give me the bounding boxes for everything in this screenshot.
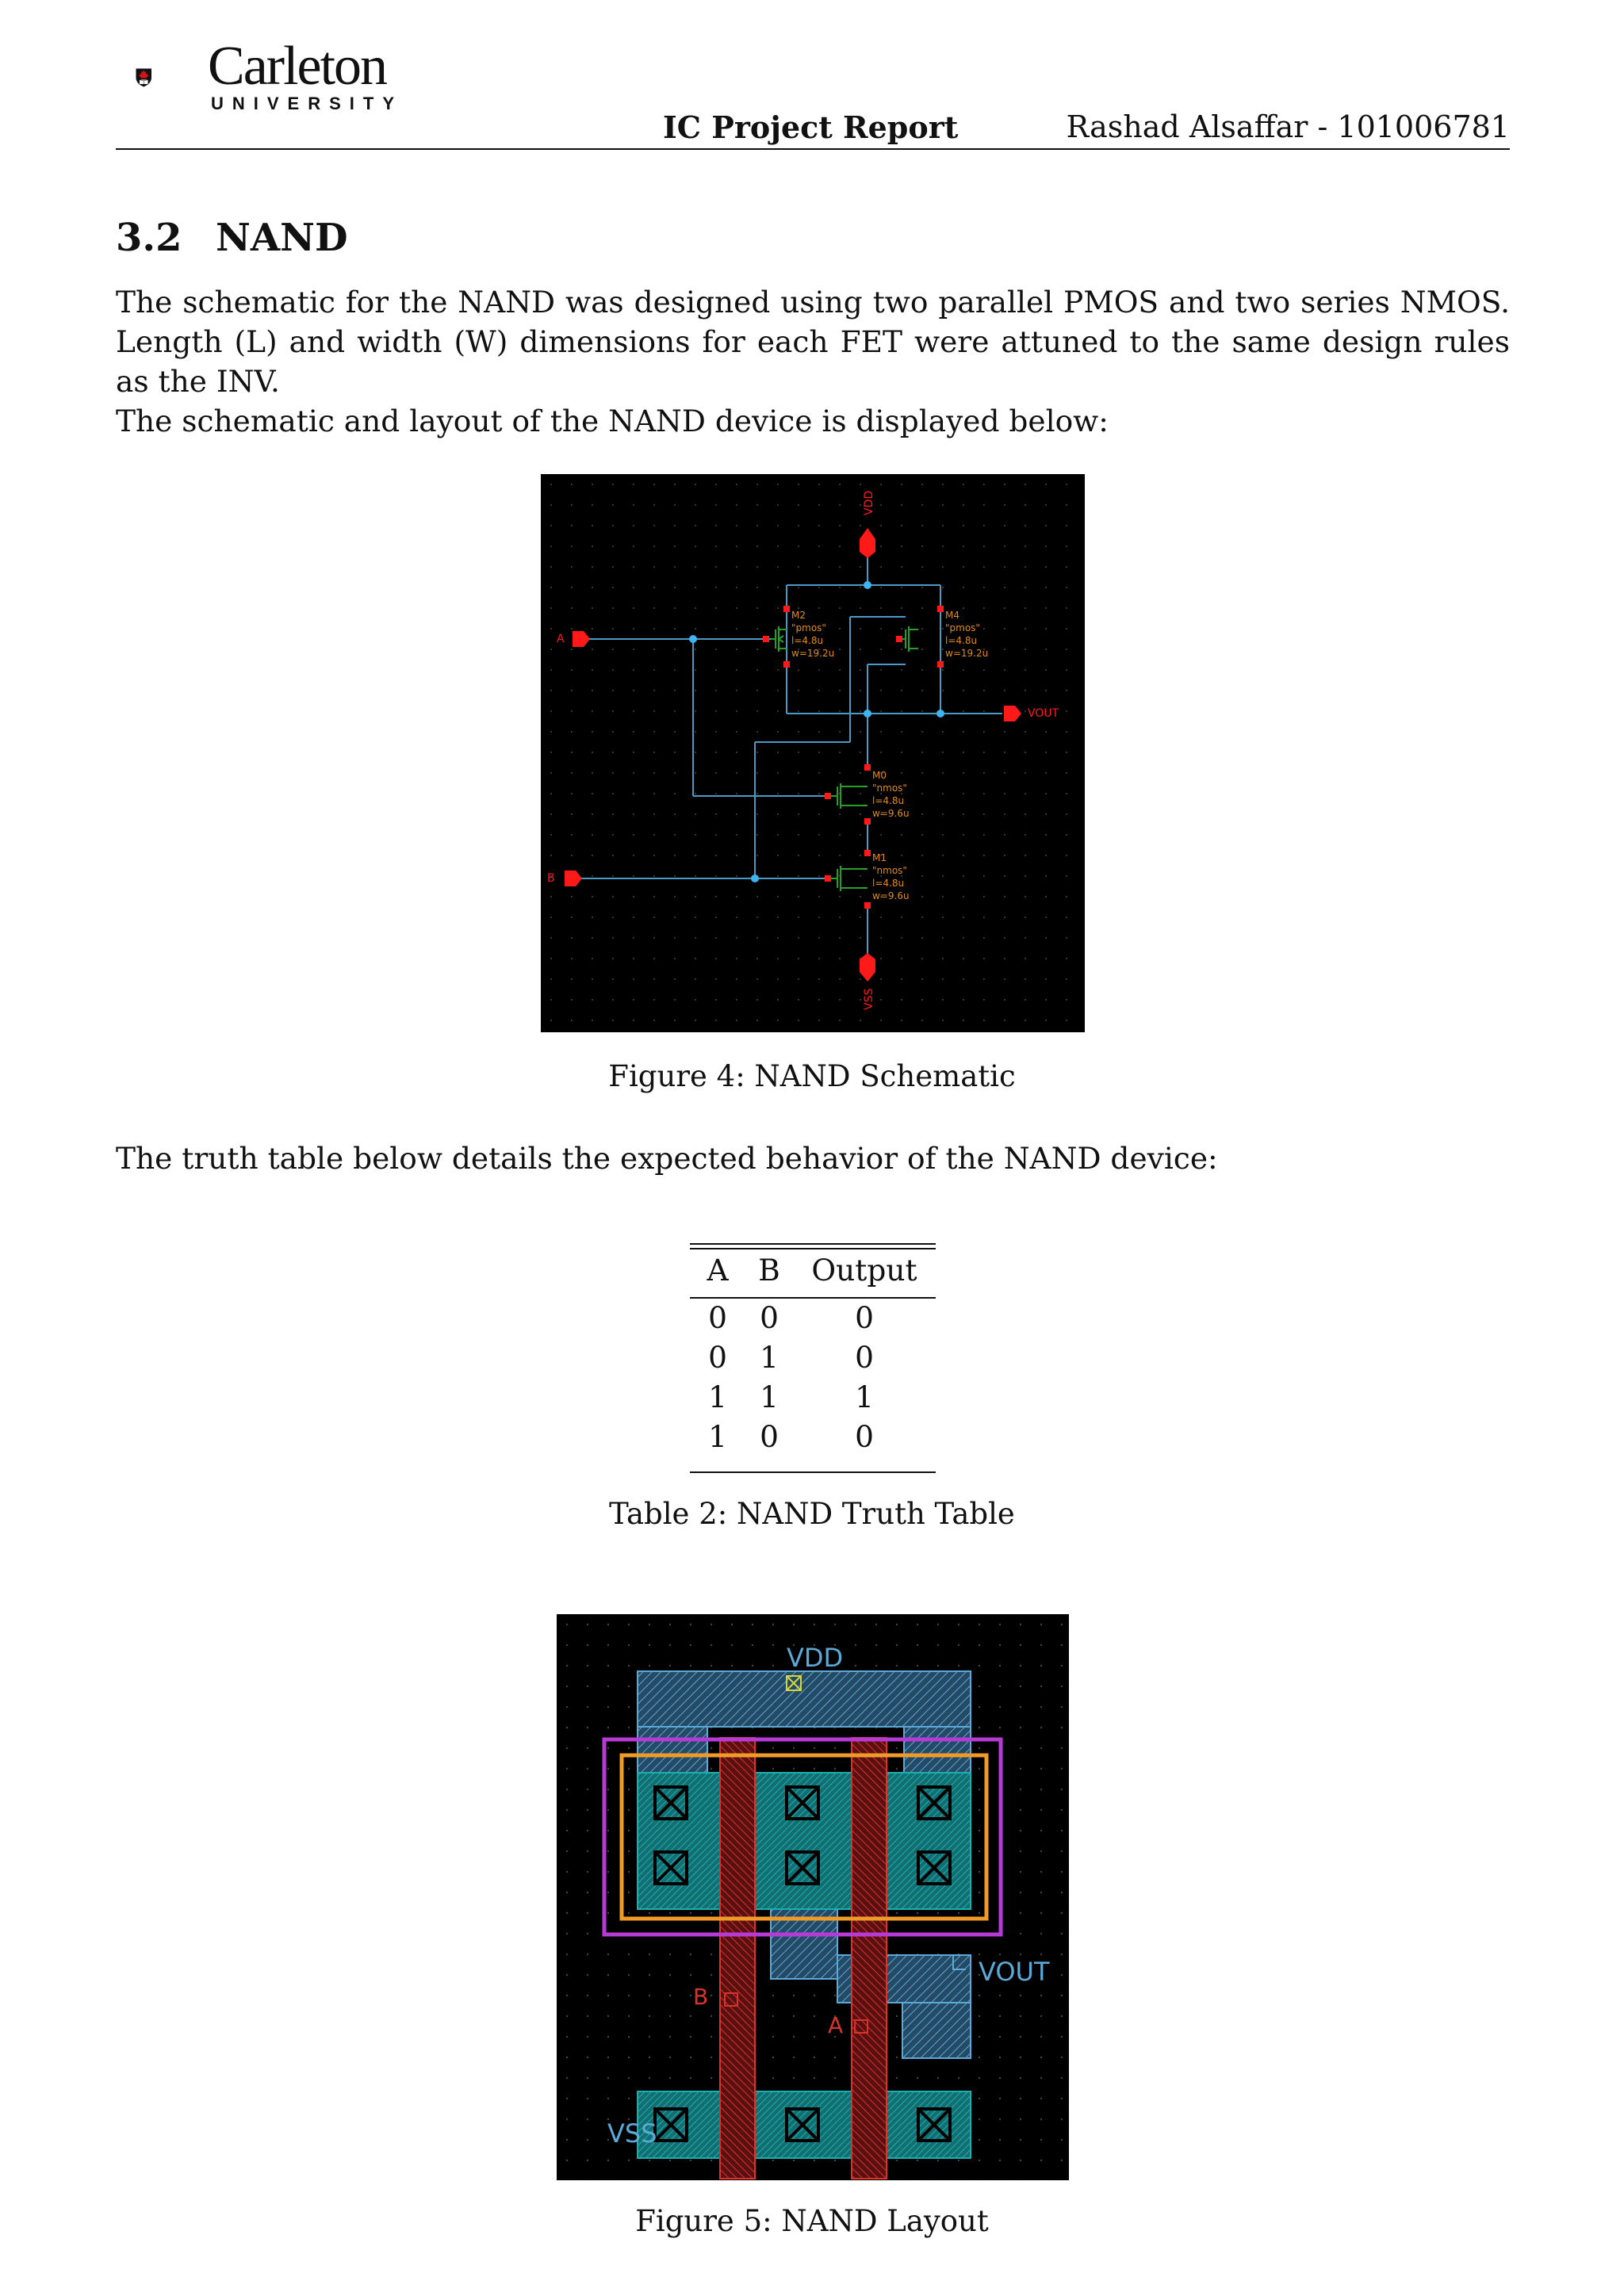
table2-caption: Table 2: NAND Truth Table <box>609 1497 1015 1531</box>
paragraph-display: The schematic and layout of the NAND device is displayed below: <box>116 404 1109 438</box>
table-mid-rule <box>690 1297 936 1299</box>
cell: 0 <box>708 1340 727 1375</box>
cell: 0 <box>855 1419 874 1454</box>
header-output: Output <box>811 1253 917 1288</box>
m2-width: w=19.2u <box>791 648 835 659</box>
m0-name: M0 <box>872 770 887 781</box>
paragraph-intro: The schematic for the NAND was designed using two parallel PMOS and two series NMOS. Length (L) and width (W) dimensions for each FET were attuned to the same design rules as the INV. <box>116 285 1510 399</box>
table-header-row <box>690 1253 936 1292</box>
vss-label: VSS <box>863 988 875 1010</box>
m2-model: "pmos" <box>791 622 826 633</box>
nand-layout <box>557 1614 1069 2180</box>
cell: 0 <box>760 1419 779 1454</box>
m2-name: M2 <box>791 610 806 621</box>
layout-vout-label: VOUT <box>979 1957 1050 1987</box>
header-a: A <box>707 1253 729 1288</box>
m0-length: l=4.8u <box>872 795 905 806</box>
table-row <box>690 1300 936 1340</box>
m2-length: l=4.8u <box>791 635 824 646</box>
m1-length: l=4.8u <box>872 878 905 889</box>
paragraph-truth-table: The truth table below details the expected behavior of the NAND device: <box>116 1141 1218 1176</box>
table-top-rule <box>690 1243 936 1245</box>
m4-length: l=4.8u <box>945 635 978 646</box>
m4-width: w=19.2u <box>945 648 989 659</box>
cell: 0 <box>855 1340 874 1375</box>
carleton-logo <box>135 38 206 117</box>
running-header-author: Rashad Alsaffar - 101006781 <box>1066 109 1510 144</box>
m1-name: M1 <box>872 852 887 863</box>
nand-schematic <box>541 474 1085 1032</box>
m4-model: "pmos" <box>945 622 980 633</box>
table-row <box>690 1419 936 1459</box>
layout-vss-label: VSS <box>607 2118 657 2149</box>
m0-width: w=9.6u <box>872 808 910 819</box>
header-b: B <box>758 1253 780 1288</box>
m1-width: w=9.6u <box>872 890 910 901</box>
figure4-caption: Figure 4: NAND Schematic <box>608 1059 1016 1093</box>
logo-subtitle: UNIVERSITY <box>211 94 404 113</box>
layout-vdd-label: VDD <box>787 1643 844 1673</box>
table-row <box>690 1340 936 1380</box>
m4-name: M4 <box>945 610 959 621</box>
section-title: NAND <box>216 216 348 260</box>
vdd-label: VDD <box>863 490 875 515</box>
a-label: A <box>557 633 565 645</box>
section-number: 3.2 <box>116 216 182 260</box>
m0-model: "nmos" <box>872 783 907 794</box>
logo-name: Carleton <box>208 36 387 97</box>
figure5-caption: Figure 5: NAND Layout <box>635 2204 989 2238</box>
m1-model: "nmos" <box>872 865 907 876</box>
cell: 0 <box>760 1300 779 1335</box>
running-header-title: IC Project Report <box>663 109 959 145</box>
cell: 1 <box>760 1340 779 1375</box>
cell: 0 <box>708 1300 727 1335</box>
table-bottom-rule <box>690 1471 936 1473</box>
cell: 1 <box>855 1380 874 1414</box>
table-row <box>690 1380 936 1419</box>
layout-b-label: B <box>693 1984 709 2010</box>
cell: 1 <box>760 1380 779 1414</box>
b-label: B <box>547 872 555 885</box>
vout-label: VOUT <box>1028 707 1059 720</box>
layout-a-label: A <box>828 2012 844 2038</box>
cell: 0 <box>855 1300 874 1335</box>
cell: 1 <box>708 1380 727 1414</box>
header-rule <box>116 148 1510 150</box>
table-top-rule-2 <box>690 1248 936 1249</box>
cell: 1 <box>708 1419 727 1454</box>
